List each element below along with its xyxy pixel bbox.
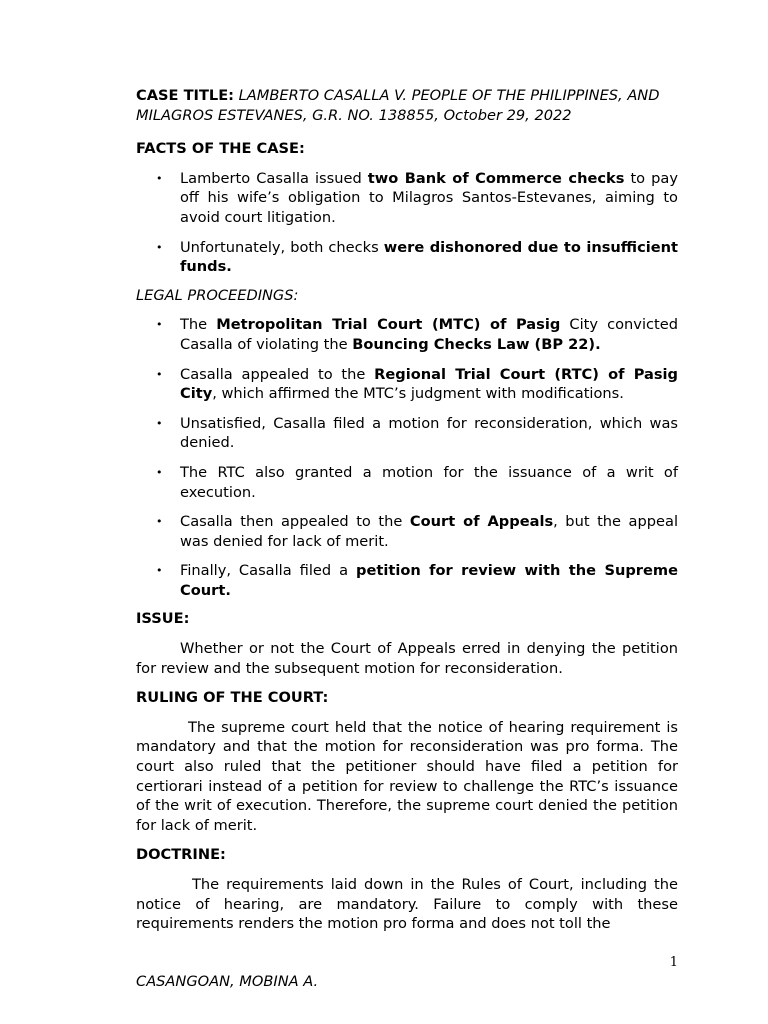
text-run: The (180, 316, 217, 334)
text-run: , which affirmed the MTC’s judgment with modifications. (212, 385, 624, 403)
list-item (136, 169, 678, 228)
document-page (136, 86, 678, 944)
text-run: Casalla then appealed to the (180, 513, 410, 531)
doctrine-heading: DOCTRINE: (136, 846, 226, 864)
bold-run: Court of Appeals (409, 513, 554, 531)
list-item (136, 365, 678, 404)
list-item (136, 315, 678, 354)
bold-run: Bouncing Checks Law (BP 22). (352, 335, 601, 353)
bold-run: . (225, 581, 231, 599)
legal-list (136, 315, 678, 600)
issue-heading: ISSUE: (136, 610, 190, 628)
list-item (136, 238, 678, 277)
issue-text: Whether or not the Court of Appeals erred in denying the petition for review and the subsequent motion for reconsideration. (136, 640, 678, 677)
list-item (136, 561, 678, 600)
footer-author: CASANGOAN, MOBINA A. (136, 973, 319, 990)
text-run: Casalla appealed to the (180, 365, 375, 383)
case-title-label: CASE TITLE: (136, 87, 235, 104)
list-item: • Unsatisfied, Casalla filed a motion for reconsideration, which was denied. (136, 414, 678, 453)
facts-heading: FACTS OF THE CASE: (136, 140, 305, 158)
text-run: to pay off his wife’s obligation to Milagros Santos-Estevanes, aiming to avoid court litigation. (180, 169, 678, 226)
text-run: Lamberto Casalla issued (180, 169, 368, 187)
case-title-text: LAMBERTO CASALLA V. PEOPLE OF THE PHILIPPINES, AND MILAGROS ESTEVANES, G.R. NO. 138855, October 29, 2022 (136, 87, 660, 124)
bold-run: Regional Trial Court (RTC) of Pasig City (180, 365, 679, 403)
facts-list (136, 169, 678, 277)
ruling-text: The supreme court held that the notice of hearing requirement is mandatory and that the motion for reconsideration was pro forma. The court also ruled that the petitioner should have filed a petition for certiorari instead of a petition for review to challenge the RTC’s issuance of the writ of execution. Therefore, the supreme court denied the petition for lack of merit. (136, 718, 678, 834)
bold-run: were dishonored due to insufficient funds. (180, 238, 679, 276)
legal-heading: LEGAL PROCEEDINGS: (136, 286, 299, 304)
bold-run: petition for review with the Supreme Court (180, 562, 679, 599)
text-run: , but the appeal was denied for lack of merit. (180, 513, 679, 550)
page-number: 1 (669, 955, 678, 970)
list-item: • The RTC also granted a motion for the issuance of a writ of execution. (136, 463, 678, 502)
bold-run: two Bank of Commerce checks (367, 169, 625, 187)
bold-run: Metropolitan Trial Court (MTC) of Pasig (216, 316, 561, 334)
ruling-heading: RULING OF THE COURT: (136, 689, 329, 707)
text-run: City convicted Casalla of violating the (180, 316, 678, 353)
list-item (136, 512, 678, 551)
text-run: Unfortunately, both checks (180, 238, 384, 256)
text-run: Finally, Casalla filed a (180, 562, 357, 580)
case-title (136, 86, 678, 125)
doctrine-text: The requirements laid down in the Rules of Court, including the notice of hearing, are mandatory. Failure to comply with these requirements renders the motion pro forma and does not toll the (136, 876, 678, 933)
